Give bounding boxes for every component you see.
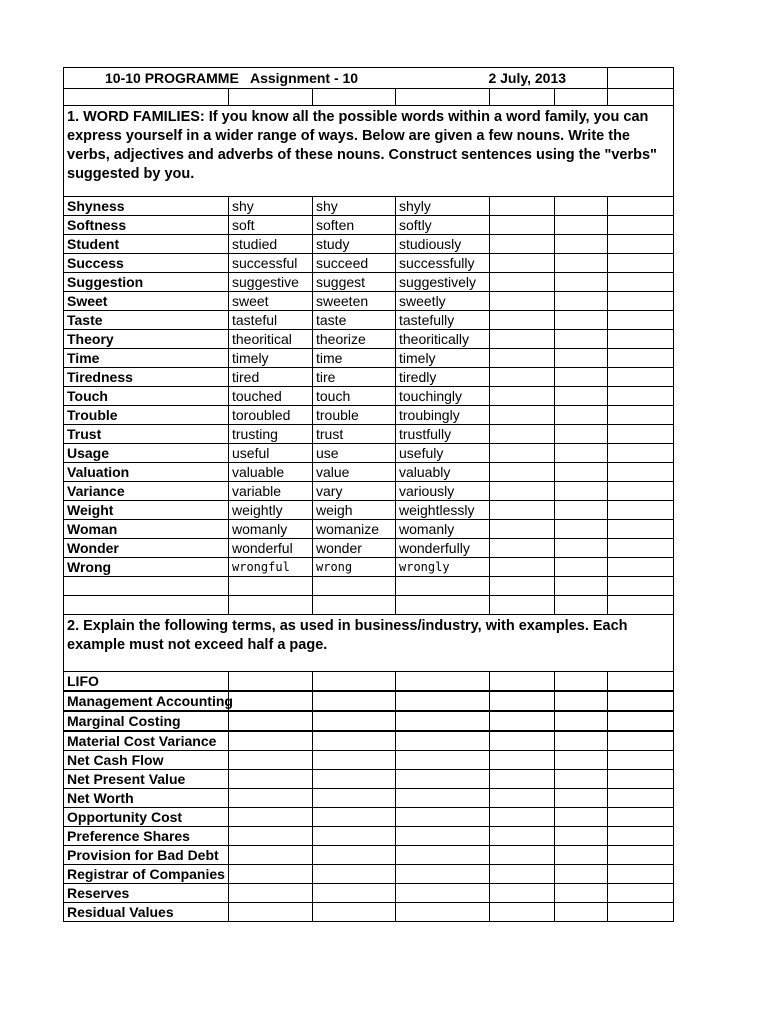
adverb-cell[interactable]: weightlessly bbox=[396, 501, 490, 520]
cell[interactable] bbox=[396, 789, 490, 808]
cell[interactable] bbox=[555, 406, 608, 425]
adjective-cell[interactable]: timely bbox=[229, 349, 313, 368]
cell[interactable] bbox=[608, 482, 674, 501]
adjective-cell[interactable]: shy bbox=[229, 197, 313, 216]
adverb-cell[interactable]: timely bbox=[396, 349, 490, 368]
cell[interactable] bbox=[555, 808, 608, 827]
noun-cell[interactable]: Wrong bbox=[64, 558, 229, 577]
cell[interactable] bbox=[608, 770, 674, 789]
verb-cell[interactable]: study bbox=[313, 235, 396, 254]
cell[interactable] bbox=[608, 539, 674, 558]
cell[interactable] bbox=[313, 89, 396, 106]
adjective-cell[interactable]: sweet bbox=[229, 292, 313, 311]
verb-cell[interactable]: value bbox=[313, 463, 396, 482]
cell[interactable] bbox=[555, 751, 608, 770]
cell[interactable] bbox=[229, 846, 313, 865]
noun-cell[interactable]: Trouble bbox=[64, 406, 229, 425]
cell[interactable] bbox=[490, 425, 555, 444]
cell[interactable] bbox=[490, 482, 555, 501]
cell[interactable] bbox=[313, 903, 396, 922]
cell[interactable] bbox=[396, 577, 490, 596]
verb-cell[interactable]: weigh bbox=[313, 501, 396, 520]
adverb-cell[interactable]: wrongly bbox=[396, 558, 490, 577]
cell[interactable] bbox=[490, 884, 555, 903]
noun-cell[interactable]: Tiredness bbox=[64, 368, 229, 387]
cell[interactable] bbox=[608, 349, 674, 368]
cell[interactable] bbox=[555, 368, 608, 387]
term-cell[interactable]: Net Cash Flow bbox=[64, 751, 229, 770]
cell[interactable] bbox=[313, 884, 396, 903]
cell[interactable] bbox=[490, 808, 555, 827]
cell[interactable] bbox=[490, 368, 555, 387]
cell[interactable] bbox=[608, 577, 674, 596]
noun-cell[interactable]: Trust bbox=[64, 425, 229, 444]
adverb-cell[interactable]: wonderfully bbox=[396, 539, 490, 558]
noun-cell[interactable]: Usage bbox=[64, 444, 229, 463]
cell[interactable] bbox=[490, 501, 555, 520]
cell[interactable] bbox=[608, 444, 674, 463]
cell[interactable] bbox=[229, 865, 313, 884]
cell[interactable] bbox=[313, 691, 396, 711]
word-family-row bbox=[64, 368, 674, 387]
term-cell[interactable]: Net Present Value bbox=[64, 770, 229, 789]
word-family-row bbox=[64, 539, 674, 558]
section2-instructions[interactable]: 2. Explain the following terms, as used in business/industry, with examples. Each example must not exceed half a page. bbox=[64, 615, 674, 672]
cell[interactable] bbox=[555, 311, 608, 330]
cell[interactable] bbox=[396, 808, 490, 827]
cell[interactable] bbox=[608, 711, 674, 731]
cell[interactable] bbox=[313, 711, 396, 731]
cell[interactable] bbox=[396, 691, 490, 711]
cell[interactable] bbox=[608, 903, 674, 922]
adverb-cell[interactable]: variously bbox=[396, 482, 490, 501]
cell[interactable] bbox=[555, 827, 608, 846]
cell[interactable] bbox=[555, 273, 608, 292]
cell[interactable] bbox=[229, 884, 313, 903]
word-family-row bbox=[64, 558, 674, 577]
assignment-table bbox=[63, 67, 674, 922]
term-row bbox=[64, 711, 674, 731]
word-family-row bbox=[64, 520, 674, 539]
adjective-cell[interactable]: valuable bbox=[229, 463, 313, 482]
word-family-row bbox=[64, 330, 674, 349]
word-family-row bbox=[64, 425, 674, 444]
term-cell[interactable]: Preference Shares bbox=[64, 827, 229, 846]
cell[interactable] bbox=[608, 406, 674, 425]
cell[interactable] bbox=[229, 903, 313, 922]
cell[interactable] bbox=[490, 273, 555, 292]
cell[interactable] bbox=[608, 89, 674, 106]
adverb-cell[interactable]: touchingly bbox=[396, 387, 490, 406]
cell[interactable] bbox=[229, 691, 313, 711]
adverb-cell[interactable]: sweetly bbox=[396, 292, 490, 311]
adjective-cell[interactable]: tired bbox=[229, 368, 313, 387]
cell[interactable] bbox=[555, 254, 608, 273]
cell[interactable] bbox=[555, 691, 608, 711]
verb-cell[interactable]: wrong bbox=[313, 558, 396, 577]
cell[interactable] bbox=[608, 197, 674, 216]
cell[interactable] bbox=[313, 596, 396, 615]
cell[interactable] bbox=[608, 501, 674, 520]
cell[interactable] bbox=[490, 596, 555, 615]
cell[interactable] bbox=[229, 808, 313, 827]
word-family-row bbox=[64, 463, 674, 482]
cell[interactable] bbox=[490, 216, 555, 235]
cell[interactable] bbox=[608, 254, 674, 273]
word-family-row bbox=[64, 292, 674, 311]
word-family-row bbox=[64, 197, 674, 216]
noun-cell[interactable]: Touch bbox=[64, 387, 229, 406]
cell[interactable] bbox=[608, 387, 674, 406]
cell[interactable] bbox=[608, 751, 674, 770]
noun-cell[interactable]: Sweet bbox=[64, 292, 229, 311]
cell[interactable] bbox=[608, 330, 674, 349]
noun-cell[interactable]: Softness bbox=[64, 216, 229, 235]
cell[interactable] bbox=[229, 672, 313, 692]
cell[interactable] bbox=[229, 596, 313, 615]
cell[interactable] bbox=[555, 865, 608, 884]
adjective-cell[interactable]: suggestive bbox=[229, 273, 313, 292]
word-family-row bbox=[64, 482, 674, 501]
cell[interactable] bbox=[555, 349, 608, 368]
term-row bbox=[64, 884, 674, 903]
cell[interactable] bbox=[313, 731, 396, 751]
cell[interactable] bbox=[555, 520, 608, 539]
cell[interactable] bbox=[229, 577, 313, 596]
cell[interactable] bbox=[490, 691, 555, 711]
word-family-row bbox=[64, 235, 674, 254]
cell[interactable] bbox=[608, 273, 674, 292]
cell[interactable] bbox=[396, 711, 490, 731]
word-family-row bbox=[64, 311, 674, 330]
cell[interactable] bbox=[555, 577, 608, 596]
term-cell[interactable]: Material Cost Variance bbox=[64, 731, 229, 751]
adjective-cell[interactable]: trusting bbox=[229, 425, 313, 444]
cell[interactable] bbox=[490, 349, 555, 368]
term-cell[interactable]: Net Worth bbox=[64, 789, 229, 808]
cell[interactable] bbox=[555, 770, 608, 789]
cell[interactable] bbox=[490, 711, 555, 731]
cell[interactable] bbox=[608, 884, 674, 903]
cell[interactable] bbox=[490, 731, 555, 751]
term-cell[interactable]: Management Accounting bbox=[64, 691, 229, 711]
term-cell[interactable]: Registrar of Companies bbox=[64, 865, 229, 884]
cell[interactable] bbox=[490, 865, 555, 884]
adjective-cell[interactable]: useful bbox=[229, 444, 313, 463]
cell[interactable] bbox=[313, 672, 396, 692]
cell[interactable] bbox=[608, 68, 674, 89]
cell[interactable] bbox=[313, 789, 396, 808]
verb-cell[interactable]: trust bbox=[313, 425, 396, 444]
term-row bbox=[64, 865, 674, 884]
cell[interactable] bbox=[608, 789, 674, 808]
noun-cell[interactable]: Wonder bbox=[64, 539, 229, 558]
cell[interactable] bbox=[555, 425, 608, 444]
adverb-cell[interactable]: valuably bbox=[396, 463, 490, 482]
cell[interactable] bbox=[64, 577, 229, 596]
term-row bbox=[64, 808, 674, 827]
cell[interactable] bbox=[555, 501, 608, 520]
noun-cell[interactable]: Valuation bbox=[64, 463, 229, 482]
cell[interactable] bbox=[608, 368, 674, 387]
word-family-row bbox=[64, 501, 674, 520]
cell[interactable] bbox=[396, 903, 490, 922]
adjective-cell[interactable]: studied bbox=[229, 235, 313, 254]
verb-cell[interactable]: wonder bbox=[313, 539, 396, 558]
cell[interactable] bbox=[608, 216, 674, 235]
cell[interactable] bbox=[555, 539, 608, 558]
cell[interactable] bbox=[396, 846, 490, 865]
cell[interactable] bbox=[313, 808, 396, 827]
term-cell[interactable]: Residual Values bbox=[64, 903, 229, 922]
term-cell[interactable]: Reserves bbox=[64, 884, 229, 903]
verb-cell[interactable]: time bbox=[313, 349, 396, 368]
adverb-cell[interactable]: studiously bbox=[396, 235, 490, 254]
adjective-cell[interactable]: variable bbox=[229, 482, 313, 501]
verb-cell[interactable]: succeed bbox=[313, 254, 396, 273]
adverb-cell[interactable]: shyly bbox=[396, 197, 490, 216]
adjective-cell[interactable]: wrongful bbox=[229, 558, 313, 577]
term-row bbox=[64, 672, 674, 692]
noun-cell[interactable]: Theory bbox=[64, 330, 229, 349]
cell[interactable] bbox=[490, 577, 555, 596]
verb-cell[interactable]: vary bbox=[313, 482, 396, 501]
adjective-cell[interactable]: tasteful bbox=[229, 311, 313, 330]
cell[interactable] bbox=[229, 731, 313, 751]
cell[interactable] bbox=[490, 235, 555, 254]
cell[interactable] bbox=[555, 846, 608, 865]
verb-cell[interactable]: trouble bbox=[313, 406, 396, 425]
noun-cell[interactable]: Suggestion bbox=[64, 273, 229, 292]
term-cell[interactable]: LIFO bbox=[64, 672, 229, 692]
adjective-cell[interactable]: wonderful bbox=[229, 539, 313, 558]
cell[interactable] bbox=[229, 770, 313, 789]
section1-instructions[interactable]: 1. WORD FAMILIES: If you know all the possible words within a word family, you can express yourself in a wider range of ways. Below are given a few nouns. Write the verbs, adjectives and adverbs of these nouns. Construct sentences using the "verbs" suggested by you. bbox=[64, 106, 674, 197]
cell[interactable] bbox=[229, 711, 313, 731]
cell[interactable] bbox=[608, 235, 674, 254]
verb-cell[interactable]: suggest bbox=[313, 273, 396, 292]
adverb-cell[interactable]: usefuly bbox=[396, 444, 490, 463]
noun-cell[interactable]: Shyness bbox=[64, 197, 229, 216]
header-cell[interactable] bbox=[64, 68, 608, 89]
cell[interactable] bbox=[608, 808, 674, 827]
cell[interactable] bbox=[490, 558, 555, 577]
cell[interactable] bbox=[555, 884, 608, 903]
adverb-cell[interactable]: theoritically bbox=[396, 330, 490, 349]
cell[interactable] bbox=[229, 827, 313, 846]
cell[interactable] bbox=[396, 672, 490, 692]
cell[interactable] bbox=[608, 691, 674, 711]
cell[interactable] bbox=[555, 903, 608, 922]
noun-cell[interactable]: Taste bbox=[64, 311, 229, 330]
cell[interactable] bbox=[555, 387, 608, 406]
cell[interactable] bbox=[555, 216, 608, 235]
word-family-row bbox=[64, 444, 674, 463]
cell[interactable] bbox=[490, 387, 555, 406]
cell[interactable] bbox=[490, 254, 555, 273]
term-row bbox=[64, 789, 674, 808]
term-cell[interactable]: Opportunity Cost bbox=[64, 808, 229, 827]
cell[interactable] bbox=[396, 827, 490, 846]
cell[interactable] bbox=[313, 827, 396, 846]
cell[interactable] bbox=[396, 770, 490, 789]
cell[interactable] bbox=[396, 89, 490, 106]
verb-cell[interactable]: touch bbox=[313, 387, 396, 406]
cell[interactable] bbox=[555, 444, 608, 463]
cell[interactable] bbox=[608, 827, 674, 846]
cell[interactable] bbox=[490, 789, 555, 808]
assignment-title: 10-10 PROGRAMME Assignment - 10 bbox=[105, 70, 359, 86]
adverb-cell[interactable]: troubingly bbox=[396, 406, 490, 425]
cell[interactable] bbox=[490, 827, 555, 846]
cell[interactable] bbox=[555, 731, 608, 751]
cell[interactable] bbox=[396, 865, 490, 884]
verb-cell[interactable]: tire bbox=[313, 368, 396, 387]
cell[interactable] bbox=[490, 197, 555, 216]
cell[interactable] bbox=[490, 330, 555, 349]
cell[interactable] bbox=[608, 463, 674, 482]
cell[interactable] bbox=[313, 751, 396, 770]
term-row bbox=[64, 846, 674, 865]
noun-cell[interactable]: Weight bbox=[64, 501, 229, 520]
cell[interactable] bbox=[313, 770, 396, 789]
word-family-row bbox=[64, 349, 674, 368]
cell[interactable] bbox=[490, 672, 555, 692]
cell[interactable] bbox=[490, 751, 555, 770]
word-family-row bbox=[64, 273, 674, 292]
adverb-cell[interactable]: softly bbox=[396, 216, 490, 235]
cell[interactable] bbox=[608, 672, 674, 692]
cell[interactable] bbox=[490, 292, 555, 311]
cell[interactable] bbox=[608, 596, 674, 615]
verb-cell[interactable]: sweeten bbox=[313, 292, 396, 311]
term-row bbox=[64, 770, 674, 789]
cell[interactable] bbox=[313, 846, 396, 865]
cell[interactable] bbox=[396, 731, 490, 751]
cell[interactable] bbox=[555, 235, 608, 254]
noun-cell[interactable]: Student bbox=[64, 235, 229, 254]
cell[interactable] bbox=[555, 463, 608, 482]
cell[interactable] bbox=[490, 539, 555, 558]
cell[interactable] bbox=[490, 846, 555, 865]
adjective-cell[interactable]: theoritical bbox=[229, 330, 313, 349]
adverb-cell[interactable]: successfully bbox=[396, 254, 490, 273]
cell[interactable] bbox=[396, 884, 490, 903]
adjective-cell[interactable]: weightly bbox=[229, 501, 313, 520]
spreadsheet bbox=[63, 67, 673, 922]
cell[interactable] bbox=[555, 596, 608, 615]
cell[interactable] bbox=[608, 731, 674, 751]
adjective-cell[interactable]: successful bbox=[229, 254, 313, 273]
cell[interactable] bbox=[555, 292, 608, 311]
term-cell[interactable]: Marginal Costing bbox=[64, 711, 229, 731]
cell[interactable] bbox=[555, 197, 608, 216]
cell[interactable] bbox=[555, 672, 608, 692]
cell[interactable] bbox=[555, 789, 608, 808]
cell[interactable] bbox=[608, 846, 674, 865]
verb-cell[interactable]: taste bbox=[313, 311, 396, 330]
cell[interactable] bbox=[555, 558, 608, 577]
verb-cell[interactable]: womanize bbox=[313, 520, 396, 539]
term-row bbox=[64, 827, 674, 846]
cell[interactable] bbox=[490, 311, 555, 330]
cell[interactable] bbox=[396, 751, 490, 770]
term-row bbox=[64, 691, 674, 711]
assignment-date: 2 July, 2013 bbox=[488, 70, 567, 86]
noun-cell[interactable]: Variance bbox=[64, 482, 229, 501]
noun-cell[interactable]: Time bbox=[64, 349, 229, 368]
cell[interactable] bbox=[229, 751, 313, 770]
term-row bbox=[64, 903, 674, 922]
adverb-cell[interactable]: womanly bbox=[396, 520, 490, 539]
cell[interactable] bbox=[313, 577, 396, 596]
cell[interactable] bbox=[64, 89, 229, 106]
cell[interactable] bbox=[229, 789, 313, 808]
term-cell[interactable]: Provision for Bad Debt bbox=[64, 846, 229, 865]
cell[interactable] bbox=[608, 311, 674, 330]
verb-cell[interactable]: use bbox=[313, 444, 396, 463]
cell[interactable] bbox=[490, 520, 555, 539]
word-family-row bbox=[64, 406, 674, 425]
word-family-row bbox=[64, 387, 674, 406]
cell[interactable] bbox=[555, 482, 608, 501]
cell[interactable] bbox=[64, 596, 229, 615]
cell[interactable] bbox=[490, 463, 555, 482]
cell[interactable] bbox=[608, 292, 674, 311]
word-family-row bbox=[64, 254, 674, 273]
cell[interactable] bbox=[608, 425, 674, 444]
noun-cell[interactable]: Woman bbox=[64, 520, 229, 539]
adjective-cell[interactable]: womanly bbox=[229, 520, 313, 539]
cell[interactable] bbox=[396, 596, 490, 615]
verb-cell[interactable]: theorize bbox=[313, 330, 396, 349]
cell[interactable] bbox=[555, 330, 608, 349]
adverb-cell[interactable]: tastefully bbox=[396, 311, 490, 330]
term-row bbox=[64, 751, 674, 770]
cell[interactable] bbox=[608, 558, 674, 577]
term-row bbox=[64, 731, 674, 751]
noun-cell[interactable]: Success bbox=[64, 254, 229, 273]
cell[interactable] bbox=[313, 865, 396, 884]
word-family-row bbox=[64, 216, 674, 235]
verb-cell[interactable]: shy bbox=[313, 197, 396, 216]
cell[interactable] bbox=[490, 770, 555, 789]
verb-cell[interactable]: soften bbox=[313, 216, 396, 235]
cell[interactable] bbox=[490, 406, 555, 425]
cell[interactable] bbox=[555, 89, 608, 106]
cell[interactable] bbox=[490, 89, 555, 106]
cell[interactable] bbox=[229, 89, 313, 106]
cell[interactable] bbox=[490, 444, 555, 463]
adverb-cell[interactable]: tiredly bbox=[396, 368, 490, 387]
adjective-cell[interactable]: touched bbox=[229, 387, 313, 406]
adjective-cell[interactable]: toroubled bbox=[229, 406, 313, 425]
cell[interactable] bbox=[608, 520, 674, 539]
cell[interactable] bbox=[490, 903, 555, 922]
adjective-cell[interactable]: soft bbox=[229, 216, 313, 235]
adverb-cell[interactable]: trustfully bbox=[396, 425, 490, 444]
adverb-cell[interactable]: suggestively bbox=[396, 273, 490, 292]
cell[interactable] bbox=[555, 711, 608, 731]
cell[interactable] bbox=[608, 865, 674, 884]
